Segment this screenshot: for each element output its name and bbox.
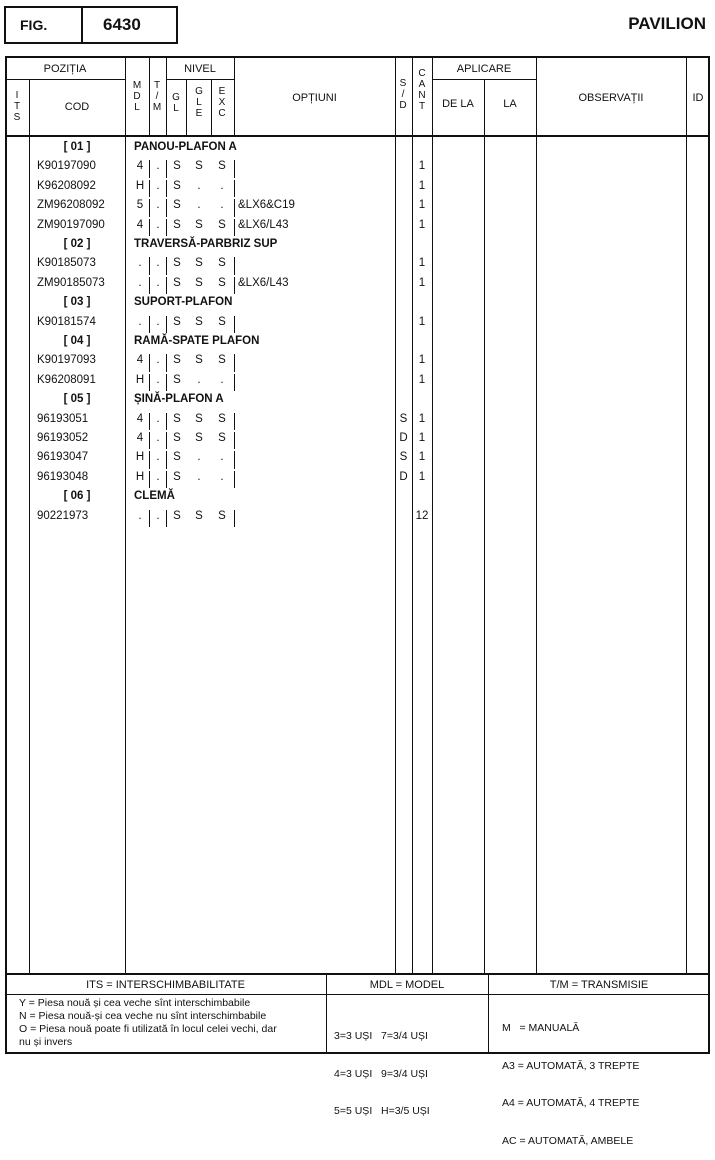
cell-exc: . (220, 199, 224, 212)
cell-exc: S (218, 412, 226, 425)
cell-exc: . (220, 451, 224, 464)
row-rule (234, 277, 235, 294)
fig-divider (81, 6, 83, 44)
cell-tm: . (156, 315, 160, 328)
cell-tm: . (156, 470, 160, 483)
cell-tm: . (156, 412, 160, 425)
cell-gl: S (173, 315, 181, 328)
part-code: K96208092 (37, 179, 96, 192)
cell-cant: 1 (418, 160, 426, 173)
col-line-mdl (149, 56, 150, 136)
cell-tm: . (156, 373, 160, 386)
row-rule (234, 316, 235, 333)
hdr-nivel: NIVEL (184, 63, 216, 75)
part-code: K90197090 (37, 160, 96, 173)
group-position: [ 02 ] (63, 238, 91, 250)
row-rule (234, 374, 235, 391)
cell-tm: . (156, 160, 160, 173)
cell-tm: . (156, 451, 160, 464)
cell-cant: 1 (418, 373, 426, 386)
part-code: 96193052 (37, 432, 89, 444)
row-rule (149, 451, 150, 468)
group-position: [ 05 ] (63, 393, 91, 406)
hdr-exc: E X C (218, 86, 226, 119)
cell-exc: . (220, 470, 224, 483)
col-line-cod (125, 56, 126, 973)
hdr-observatii: OBSERVAȚII (578, 92, 644, 104)
part-code: K90197093 (37, 354, 96, 367)
col-line-observatii (686, 56, 687, 973)
row-rule (166, 316, 167, 333)
group-position: [ 06 ] (63, 490, 91, 503)
part-code: 96193048 (37, 470, 89, 483)
col-line-sd (412, 56, 413, 973)
cell-gle: S (195, 218, 203, 231)
legend-its-text: Y = Piesa nouă și cea veche sînt interschimbabile N = Piesa nouă-și cea veche nu sînt interschimbabile O = Piesa nouă poate fi utilizată în locul celei vechi, dar nu și invers (19, 997, 277, 1048)
cell-exc: S (218, 354, 226, 367)
cell-exc: S (218, 432, 226, 444)
cell-mdl: 5 (136, 199, 144, 212)
part-code: 90221973 (37, 509, 89, 522)
col-line-cant (432, 56, 433, 973)
legend-mdl-text: 3=3 UȘI 7=3/4 UȘI 4=3 UȘI 9=3/4 UȘI 5=5 UȘI H=3/5 UȘI (334, 1030, 430, 1117)
row-rule (234, 451, 235, 468)
cell-mdl: H (135, 451, 145, 464)
cell-gle: S (195, 257, 203, 270)
row-rule (149, 257, 150, 274)
row-rule (234, 510, 235, 527)
cell-options: &LX6/L43 (238, 218, 289, 231)
cell-cant: 1 (418, 218, 426, 231)
cell-cant: 1 (418, 354, 426, 367)
hdr-sd: S / D (399, 78, 407, 111)
cell-sd: S (399, 412, 408, 425)
col-line-its (29, 79, 30, 973)
legend-its-title: ITS = INTERSCHIMBABILITATE (86, 979, 245, 991)
row-rule (166, 180, 167, 197)
row-rule (166, 451, 167, 468)
group-position: [ 01 ] (63, 141, 91, 153)
col-line-gl (186, 79, 187, 136)
row-rule (149, 354, 150, 371)
group-position: [ 04 ] (63, 335, 91, 347)
hdr-la: LA (503, 98, 517, 110)
cell-cant: 1 (418, 432, 426, 444)
cell-gle: S (195, 276, 203, 289)
col-line-gle (211, 79, 212, 136)
row-rule (234, 199, 235, 216)
cell-cant: 1 (418, 412, 426, 425)
cell-tm: . (156, 199, 160, 212)
row-rule (166, 413, 167, 430)
row-rule (234, 432, 235, 449)
legend-tm-text: M = MANUALĂ A3 = AUTOMATĂ, 3 TREPTE A4 = AUTOMATĂ, 4 TREPTE AC = AUTOMATĂ, AMBELE (502, 1022, 640, 1147)
col-line-la (536, 56, 537, 973)
row-rule (149, 374, 150, 391)
cell-exc: S (218, 218, 226, 231)
row-rule (166, 277, 167, 294)
cell-gl: S (173, 373, 181, 386)
row-rule (149, 510, 150, 527)
cell-sd: S (399, 451, 408, 464)
row-rule (234, 180, 235, 197)
cell-mdl: 4 (136, 412, 144, 425)
cell-exc: . (220, 373, 224, 386)
cell-mdl: . (138, 315, 142, 328)
cell-gl: S (173, 509, 181, 522)
row-rule (149, 219, 150, 236)
cell-cant: 1 (418, 315, 426, 328)
row-rule (149, 199, 150, 216)
group-name: ȘINĂ-PLAFON A (134, 393, 224, 406)
cell-options: &LX6/L43 (238, 276, 289, 289)
cell-cant: 12 (415, 509, 429, 522)
hdr-cod: COD (64, 101, 90, 113)
part-code: ZM90197090 (37, 218, 105, 231)
hdr-its: I T S (13, 90, 21, 123)
hdr-optiuni: OPȚIUNI (292, 92, 337, 104)
row-rule (234, 257, 235, 274)
col-line-optiuni (395, 56, 396, 973)
cell-mdl: . (138, 276, 142, 289)
row-rule (149, 316, 150, 333)
cell-gle: S (195, 509, 203, 522)
row-rule (166, 510, 167, 527)
row-rule (166, 257, 167, 274)
cell-tm: . (156, 354, 160, 367)
cell-gl: S (173, 412, 181, 425)
cell-tm: . (156, 179, 160, 192)
cell-mdl: H (135, 373, 145, 386)
hdr-aplicare: APLICARE (456, 63, 512, 75)
cell-gle: S (195, 354, 203, 367)
hdr-tm: T / M (152, 80, 162, 113)
cell-cant: 1 (418, 199, 426, 212)
fig-label: FIG. (20, 17, 48, 33)
cell-cant: 1 (418, 470, 426, 483)
group-name: TRAVERSĂ-PARBRIZ SUP (134, 238, 278, 250)
cell-gl: S (173, 432, 181, 444)
hdr-id: ID (692, 92, 704, 104)
cell-gl: S (173, 354, 181, 367)
cell-tm: . (156, 509, 160, 522)
part-code: K90185073 (37, 257, 96, 270)
cell-cant: 1 (418, 276, 426, 289)
row-rule (149, 160, 150, 177)
cell-gle: S (195, 432, 203, 444)
row-rule (166, 160, 167, 177)
cell-exc: S (218, 276, 226, 289)
row-rule (166, 219, 167, 236)
cell-gle: . (197, 470, 201, 483)
part-code: K90181574 (37, 315, 96, 328)
hdr-pozitia: POZIȚIA (43, 63, 87, 75)
cell-mdl: H (135, 470, 145, 483)
cell-gl: S (173, 470, 181, 483)
fig-number: 6430 (103, 15, 141, 34)
cell-cant: 1 (418, 257, 426, 270)
cell-gle: S (195, 160, 203, 173)
cell-gl: S (173, 199, 181, 212)
cell-sd: D (399, 470, 408, 483)
row-rule (166, 374, 167, 391)
cell-gle: S (195, 412, 203, 425)
cell-mdl: H (135, 179, 145, 192)
cell-gle: S (195, 315, 203, 328)
cell-mdl: . (138, 257, 142, 270)
group-name: SUPORT-PLAFON (134, 296, 233, 309)
row-rule (149, 180, 150, 197)
group-name: RAMĂ-SPATE PLAFON (134, 335, 260, 347)
cell-tm: . (156, 432, 160, 444)
cell-tm: . (156, 218, 160, 231)
cell-tm: . (156, 276, 160, 289)
cell-mdl: 4 (136, 354, 144, 367)
cell-exc: . (220, 179, 224, 192)
cell-sd: D (399, 432, 408, 444)
row-rule (166, 471, 167, 488)
cell-gle: . (197, 451, 201, 464)
cell-gl: S (173, 257, 181, 270)
cell-exc: S (218, 315, 226, 328)
hdr-gle: G L E (195, 86, 203, 119)
part-code: ZM90185073 (37, 276, 105, 289)
hdr-gl: G L (172, 92, 180, 114)
cell-gl: S (173, 218, 181, 231)
row-rule (234, 471, 235, 488)
legend-title-line (5, 994, 710, 995)
part-code: ZM96208092 (37, 199, 105, 212)
row-rule (149, 413, 150, 430)
section-title: PAVILION (628, 14, 706, 33)
hdr-de-la: DE LA (442, 98, 474, 110)
cell-cant: 1 (418, 179, 426, 192)
part-code: K96208091 (37, 373, 96, 386)
cell-gle: . (197, 199, 201, 212)
pozitia-underline (5, 79, 125, 80)
hdr-cant: C A N T (418, 68, 426, 112)
row-rule (234, 219, 235, 236)
legend-top-line (5, 973, 710, 975)
row-rule (149, 471, 150, 488)
parts-table (5, 56, 710, 1054)
cell-options: &LX6&C19 (238, 199, 295, 212)
legend-tm-title: T/M = TRANSMISIE (549, 979, 649, 991)
part-code: 96193047 (37, 451, 89, 464)
group-name: CLEMĂ (134, 490, 175, 503)
cell-mdl: 4 (136, 218, 144, 231)
nivel-underline (166, 79, 234, 80)
cell-exc: S (218, 509, 226, 522)
header-bottom-line (5, 135, 710, 137)
cell-gl: S (173, 160, 181, 173)
legend-mdl-title: MDL = MODEL (369, 979, 445, 991)
cell-cant: 1 (418, 451, 426, 464)
col-line-dela (484, 79, 485, 973)
cell-tm: . (156, 257, 160, 270)
part-code: 96193051 (37, 412, 89, 425)
cell-mdl: 4 (136, 160, 144, 173)
cell-mdl: 4 (136, 432, 144, 444)
cell-gl: S (173, 451, 181, 464)
row-rule (149, 277, 150, 294)
cell-gl: S (173, 179, 181, 192)
row-rule (166, 199, 167, 216)
cell-gl: S (173, 276, 181, 289)
cell-mdl: . (138, 509, 142, 522)
row-rule (234, 160, 235, 177)
hdr-mdl: M D L (132, 80, 142, 113)
row-rule (234, 413, 235, 430)
cell-gle: . (197, 179, 201, 192)
cell-gle: . (197, 373, 201, 386)
group-name: PANOU-PLAFON A (134, 141, 237, 153)
row-rule (166, 354, 167, 371)
row-rule (166, 432, 167, 449)
row-rule (149, 432, 150, 449)
cell-exc: S (218, 160, 226, 173)
row-rule (234, 354, 235, 371)
cell-exc: S (218, 257, 226, 270)
group-position: [ 03 ] (63, 296, 91, 309)
